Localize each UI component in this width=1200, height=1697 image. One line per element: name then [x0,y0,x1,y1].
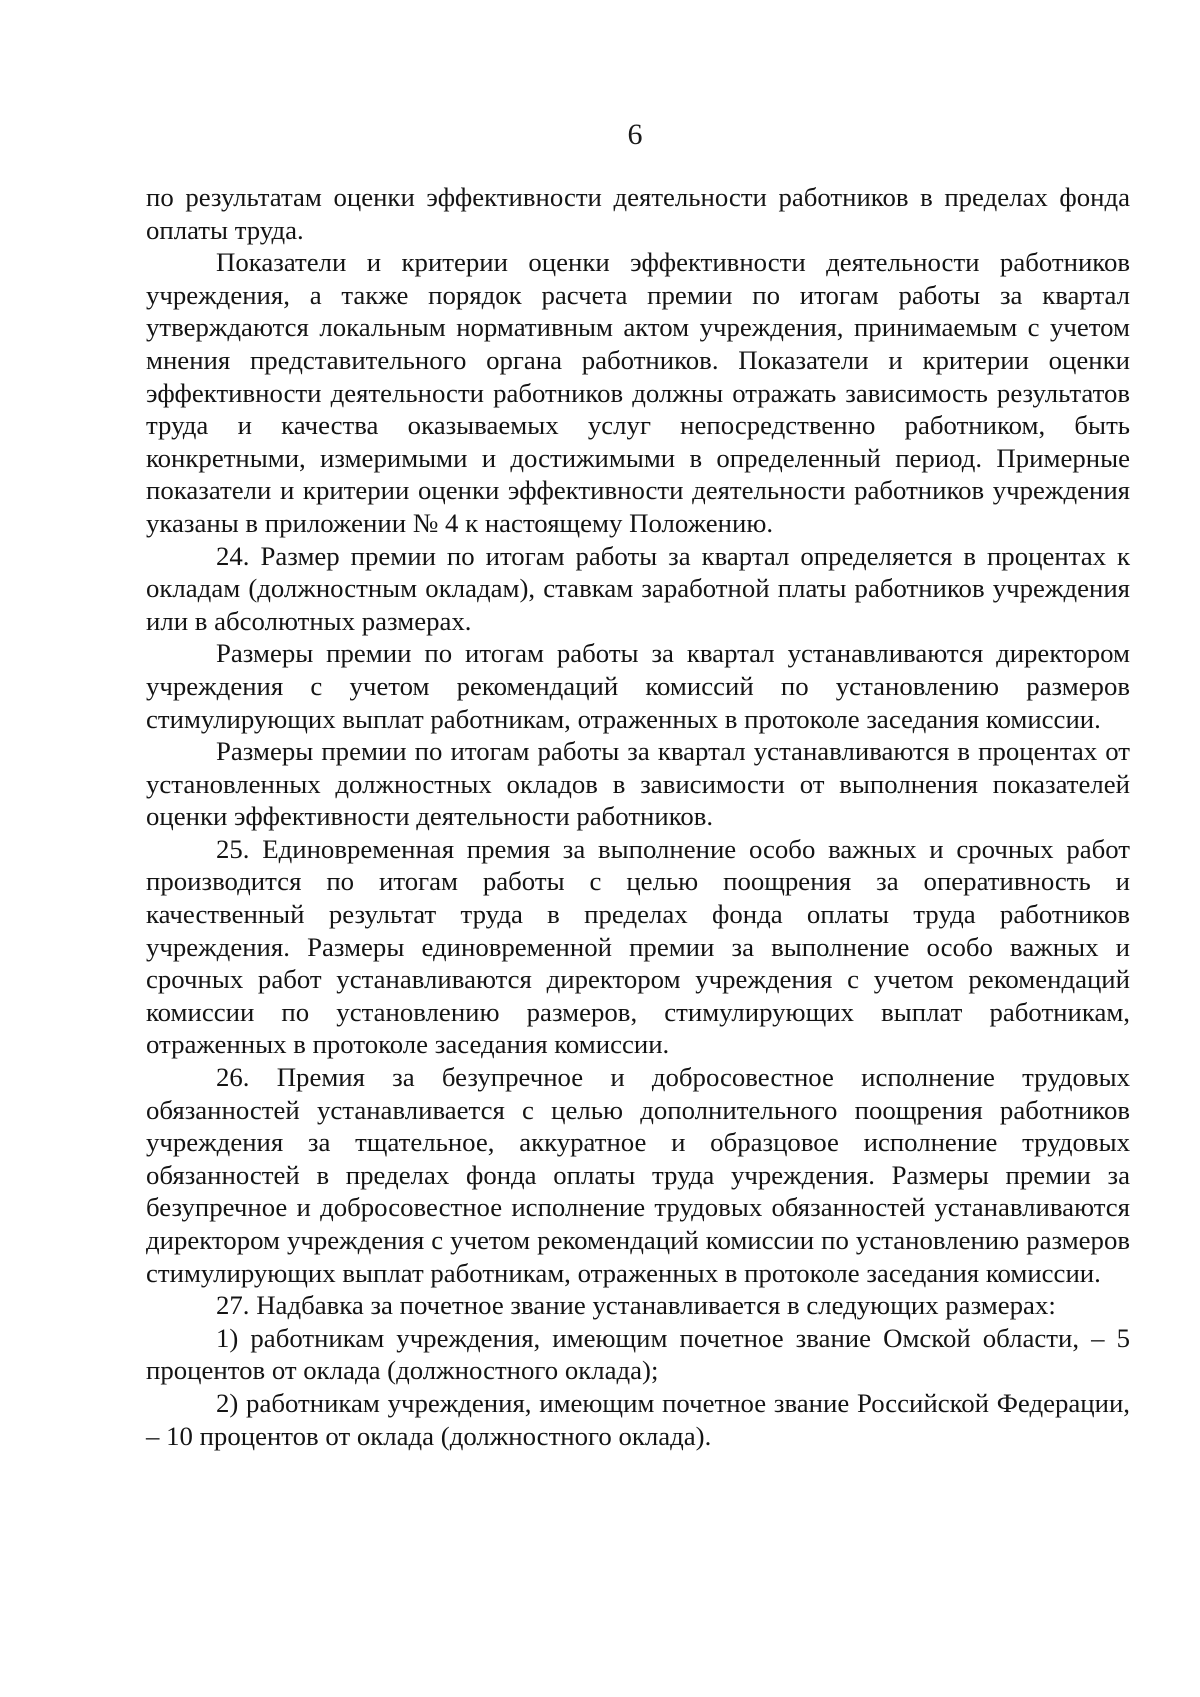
paragraph-item-26: 26. Премия за безупречное и добросовестное исполнение трудовых обязанностей устанавливается с целью дополнительного поощрения работников учреждения за тщательное, аккуратное и образцовое исполнение трудовых обязанностей в пределах фонда оплаты труда учреждения. Размеры премии за безупречное и добросовестное исполнение трудовых обязанностей устанавливаются директором учреждения с учетом рекомендаций комиссии по установлению размеров стимулирующих выплат работникам, отраженных в протоколе заседания комиссии. [146,1062,1130,1288]
paragraph-item-27-2: 2) работникам учреждения, имеющим почетное звание Российской Федерации, – 10 процентов от оклада (должностного оклада). [146,1387,1130,1451]
document-body [146,181,1130,1452]
paragraph-indicators-criteria: Показатели и критерии оценки эффективности деятельности работников учреждения, а также порядок расчета премии по итогам работы за квартал утверждаются локальным нормативным актом учреждения, принимаемым с учетом мнения представительного органа работников. Показатели и критерии оценки эффективности деятельности работников должны отражать зависимость результатов труда и качества оказываемых услуг непосредственно работником, быть конкретными, измеримыми и достижимыми в определенный период. Примерные показатели и критерии оценки эффективности деятельности работников учреждения указаны в приложении № 4 к настоящему Положению. [146,247,1130,538]
paragraph-item-24: 24. Размер премии по итогам работы за квартал определяется в процентах к окладам (должностным окладам), ставкам заработной платы работников учреждения или в абсолютных размерах. [146,540,1130,636]
page-number: 6 [627,118,643,151]
paragraph-item-25: 25. Единовременная премия за выполнение особо важных и срочных работ производится по итогам работы с целью поощрения за оперативность и качественный результат труда в пределах фонда оплаты труда работников учреждения. Размеры единовременной премии за выполнение особо важных и срочных работ устанавливаются директором учреждения с учетом рекомендаций комиссии по установлению размеров, стимулирующих выплат работникам, отраженных в протоколе заседания комиссии. [146,833,1130,1060]
paragraph-continuation: по результатам оценки эффективности деятельности работников в пределах фонда оплаты труда. [146,182,1130,245]
paragraph-item-27-1: 1) работникам учреждения, имеющим почетное звание Омской области, – 5 процентов от оклада (должностного оклада); [146,1322,1130,1386]
paragraph-bonus-sizes-commission: Размеры премии по итогам работы за квартал устанавливаются директором учреждения с учетом рекомендаций комиссий по установлению размеров стимулирующих выплат работникам, отраженных в протоколе заседания комиссии. [146,638,1130,734]
paragraph-bonus-sizes-percent: Размеры премии по итогам работы за квартал устанавливаются в процентах от установленных должностных окладов в зависимости от выполнения показателей оценки эффективности деятельности работников. [146,736,1130,832]
paragraph-item-27: 27. Надбавка за почетное звание устанавливается в следующих размерах: [216,1290,1056,1321]
